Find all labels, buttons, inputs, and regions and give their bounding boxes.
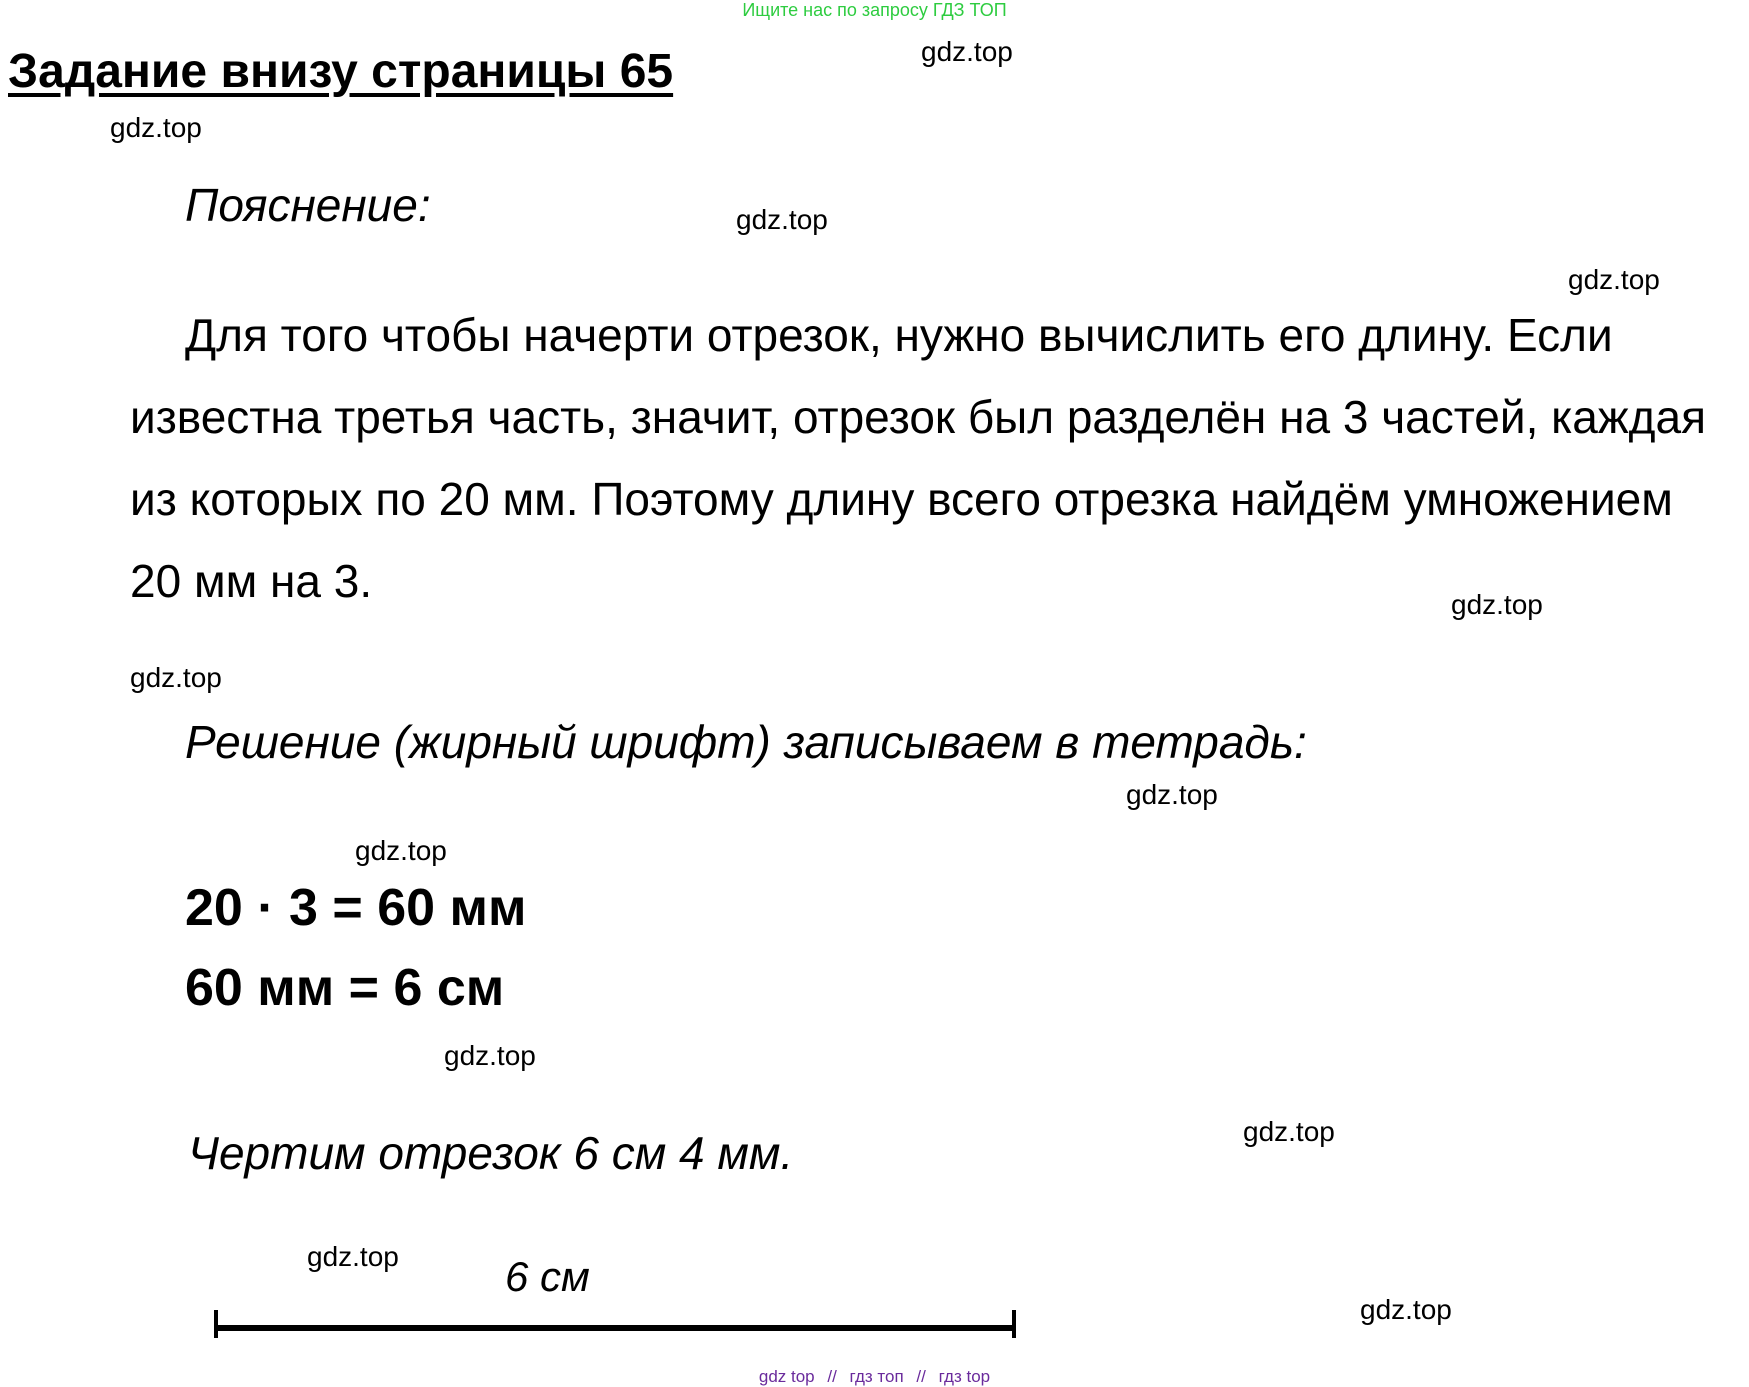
top-banner[interactable]: Ищите нас по запросу ГДЗ ТОП <box>742 0 1007 20</box>
watermark: gdz.top <box>1360 1294 1452 1325</box>
watermark: gdz.top <box>444 1040 536 1071</box>
equation-1: 20 · 3 = 60 мм <box>185 879 527 937</box>
page-title: Задание внизу страницы 65 <box>8 45 674 98</box>
watermark: gdz.top <box>921 36 1013 67</box>
watermark: gdz.top <box>1568 264 1660 295</box>
solution-label: Решение (жирный шрифт) записываем в тетрадь: <box>185 716 1307 768</box>
watermark: gdz.top <box>110 112 202 143</box>
footer-link[interactable]: gdz top <box>758 1367 815 1386</box>
drawing-instruction: Чертим отрезок 6 см 4 мм. <box>188 1127 794 1179</box>
footer-separator: // <box>827 1367 837 1386</box>
explanation-text-body: Для того чтобы начерти отрезок, нужно вычислить его длину. Если известна третья часть, значит, отрезок был разделён на 3 частей, каждая из которых по 20 мм. Поэтому длину всего отрезка найдём умножением 20 мм на 3. <box>130 309 1706 607</box>
watermark: gdz.top <box>130 662 222 693</box>
watermark: gdz.top <box>1126 779 1218 810</box>
watermark: gdz.top <box>736 204 828 235</box>
equation-2: 60 мм = 6 см <box>185 959 505 1017</box>
footer-links <box>0 1367 1749 1387</box>
explanation-label: Пояснение: <box>185 179 431 231</box>
watermark: gdz.top <box>355 835 447 866</box>
watermark: gdz.top <box>1243 1116 1335 1147</box>
segment-label: 6 см <box>505 1253 590 1300</box>
watermark: gdz.top <box>1451 589 1543 620</box>
footer-link[interactable]: гдз top <box>938 1367 991 1386</box>
footer-link[interactable]: гдз топ <box>849 1367 904 1386</box>
watermark: gdz.top <box>307 1241 399 1272</box>
footer-separator: // <box>916 1367 926 1386</box>
